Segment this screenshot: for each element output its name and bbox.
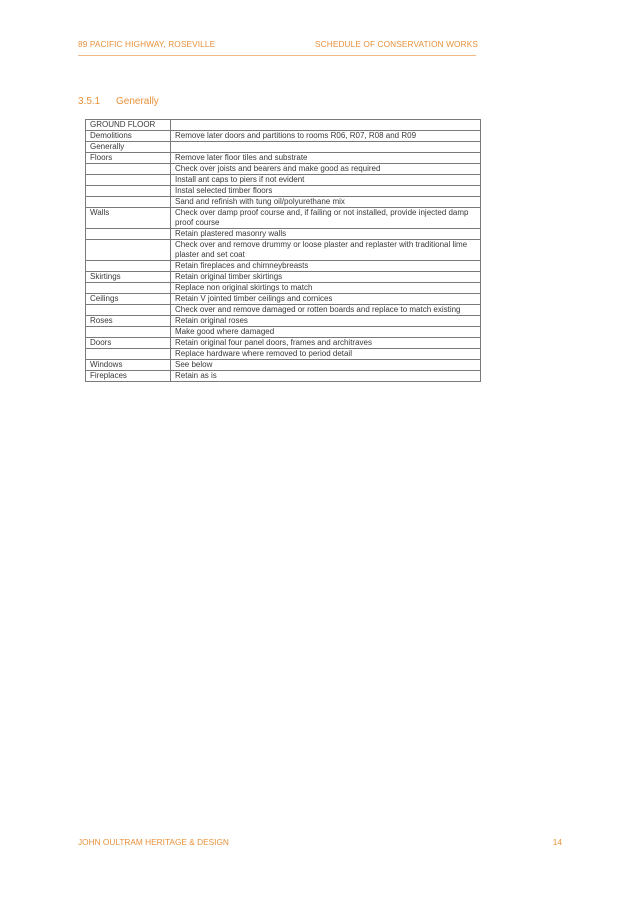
element-cell: Windows [86,360,171,371]
work-cell: Retain as is [171,371,481,382]
table-row [86,229,481,240]
element-cell: Skirtings [86,272,171,283]
table-row [86,360,481,371]
element-cell [86,261,171,272]
header-divider [78,55,476,56]
section-number: 3.5.1 [78,96,101,107]
element-cell: Ceilings [86,294,171,305]
work-cell: Replace non original skirtings to match [171,283,481,294]
element-cell: Walls [86,208,171,229]
work-cell: Install ant caps to piers if not evident [171,175,481,186]
work-cell: Replace hardware where removed to period detail [171,349,481,360]
work-cell: Retain fireplaces and chimneybreasts [171,261,481,272]
element-cell: Fireplaces [86,371,171,382]
element-cell: Doors [86,338,171,349]
work-cell: Retain original roses [171,316,481,327]
element-cell [86,305,171,316]
table-row [86,131,481,142]
element-cell [86,229,171,240]
table-row [86,305,481,316]
work-cell: Sand and refinish with tung oil/polyurethane mix [171,197,481,208]
element-cell [86,197,171,208]
work-cell: Remove later doors and partitions to rooms R06, R07, R08 and R09 [171,131,481,142]
table-row [86,283,481,294]
work-cell: Remove later floor tiles and substrate [171,153,481,164]
element-cell [86,327,171,338]
work-cell: Make good where damaged [171,327,481,338]
element-cell [86,240,171,261]
work-cell: Check over joists and bearers and make good as required [171,164,481,175]
element-cell: GROUND FLOOR [86,120,171,131]
header-document-title: SCHEDULE OF CONSERVATION WORKS [315,39,478,49]
element-cell: Demolitions [86,131,171,142]
table-row [86,316,481,327]
table-row [86,371,481,382]
page-number: 14 [552,837,562,847]
element-cell: Roses [86,316,171,327]
table-row [86,120,481,131]
element-cell: Generally [86,142,171,153]
element-cell [86,186,171,197]
work-cell: Check over and remove damaged or rotten boards and replace to match existing [171,305,481,316]
work-cell: Check over damp proof course and, if failing or not installed, provide injected damp proof course [171,208,481,229]
table-row [86,142,481,153]
element-cell: Floors [86,153,171,164]
work-cell: Retain original four panel doors, frames and architraves [171,338,481,349]
table-row [86,240,481,261]
table-row [86,175,481,186]
table-row [86,153,481,164]
work-cell: Retain plastered masonry walls [171,229,481,240]
table-row [86,164,481,175]
section-heading [78,96,159,107]
work-cell: Retain original timber skirtings [171,272,481,283]
table-row [86,208,481,229]
table-row [86,272,481,283]
table-row [86,197,481,208]
table-row [86,186,481,197]
work-cell [171,120,481,131]
table-row [86,349,481,360]
header-address: 89 PACIFIC HIGHWAY, ROSEVILLE [78,39,216,49]
table-row [86,294,481,305]
element-cell [86,283,171,294]
work-cell [171,142,481,153]
work-cell: Retain V jointed timber ceilings and cornices [171,294,481,305]
table-row [86,327,481,338]
table-body [86,120,481,382]
element-cell [86,349,171,360]
table-row [86,261,481,272]
work-cell: See below [171,360,481,371]
conservation-works-table [85,119,481,382]
footer-company: JOHN OULTRAM HERITAGE & DESIGN [78,837,229,847]
section-title: Generally [116,96,159,107]
element-cell [86,164,171,175]
work-cell: Check over and remove drummy or loose plaster and replaster with traditional lime plaster and set coat [171,240,481,261]
element-cell [86,175,171,186]
table-row [86,338,481,349]
work-cell: Instal selected timber floors [171,186,481,197]
